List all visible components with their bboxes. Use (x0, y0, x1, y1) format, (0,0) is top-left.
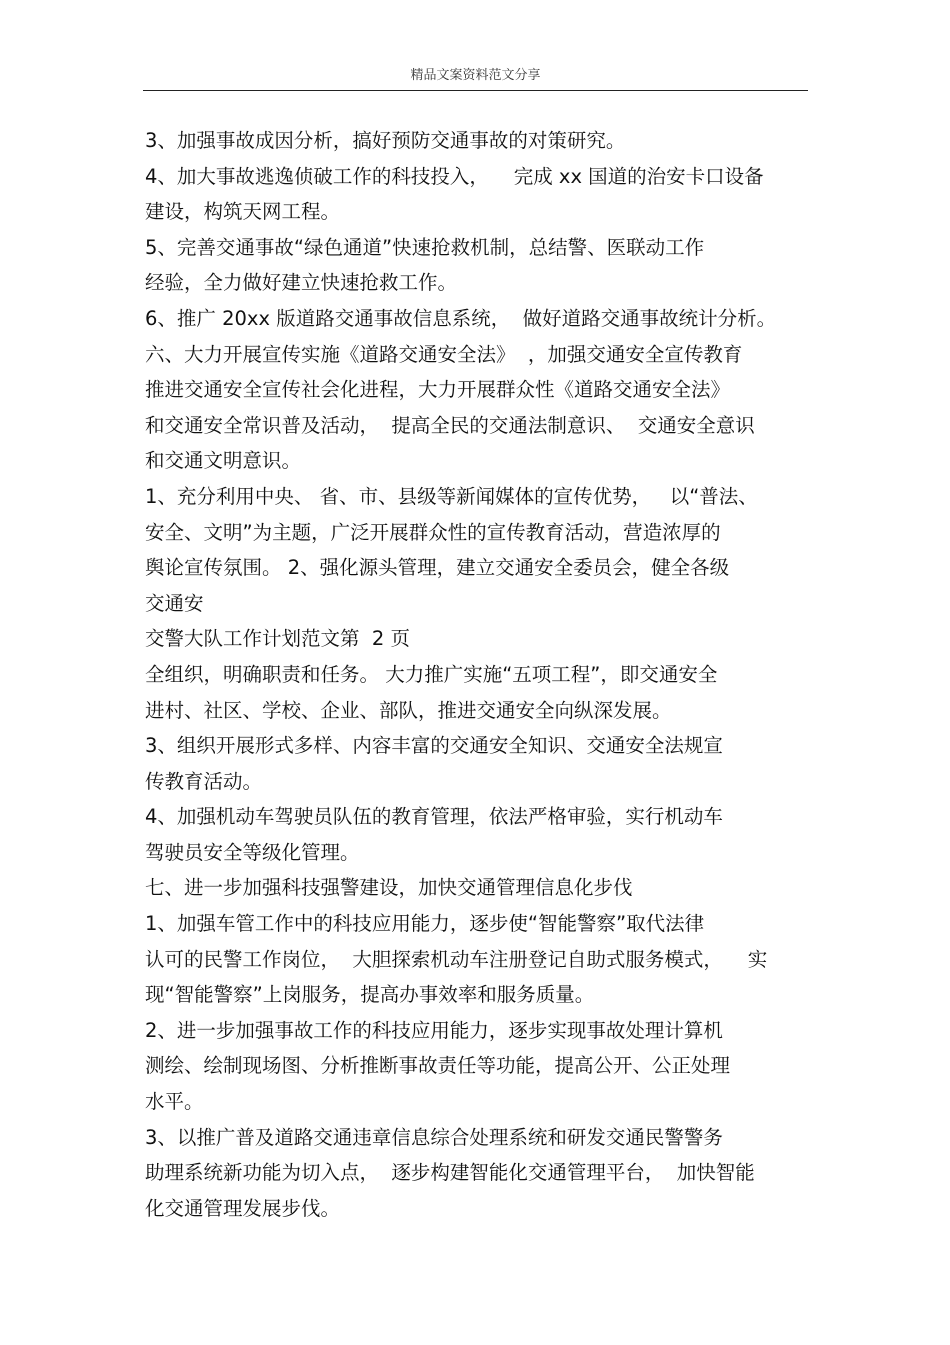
text-line: 和交通文明意识。 (145, 449, 302, 473)
text-line: 传教育活动。 (145, 769, 263, 793)
text-line: 六、大力开展宣传实施《道路交通安全法》 ，加强交通安全宣传教育 (145, 342, 743, 366)
text-line: 交通安 (145, 591, 204, 615)
text-line: 5、完善交通事故“绿色通道”快速抢救机制，总结警、医联动工作 (145, 235, 705, 259)
text-line: 助理系统新功能为切入点， 逐步构建智能化交通管理平台， 加快智能 (145, 1161, 755, 1185)
header-divider (143, 90, 808, 91)
text-line: 舆论宣传氛围。 2、强化源头管理，建立交通安全委员会，健全各级 (145, 556, 730, 580)
text-line: 4、加强机动车驾驶员队伍的教育管理，依法严格审验，实行机动车 (145, 805, 723, 829)
text-line: 经验，全力做好建立快速抢救工作。 (145, 271, 458, 295)
text-line: 建设，构筑天网工程。 (145, 200, 341, 224)
text-line: 4、加大事故逃逸侦破工作的科技投入， 完成 xx 国道的治安卡口设备 (145, 164, 764, 188)
document-body (145, 123, 815, 1226)
page-footer: 交警大队工作计划范文第 2 页 (145, 627, 411, 651)
text-line: 安全、文明”为主题，广泛开展群众性的宣传教育活动，营造浓厚的 (145, 520, 721, 544)
text-line: 1、充分利用中央、 省、市、县级等新闻媒体的宣传优势， 以“普法、 (145, 484, 758, 508)
text-line: 推进交通安全宣传社会化进程，大力开展群众性《道路交通安全法》 (145, 378, 731, 402)
text-line: 1、加强车管工作中的科技应用能力，逐步使“智能警察”取代法律 (145, 912, 705, 936)
text-line: 测绘、绘制现场图、分析推断事故责任等功能，提高公开、公正处理 (145, 1054, 731, 1078)
text-line: 3、加强事故成因分析，搞好预防交通事故的对策研究。 (145, 129, 626, 152)
text-line: 驾驶员安全等级化管理。 (145, 840, 360, 864)
text-line: 认可的民警工作岗位， 大胆探索机动车注册登记自助式服务模式， 实 (145, 947, 768, 971)
text-line: 水平。 (145, 1090, 204, 1114)
text-line: 全组织，明确职责和任务。 大力推广实施“五项工程”，即交通安全 (145, 662, 718, 686)
page-header: 精品文案资料范文分享 (410, 68, 541, 83)
text-line: 现“智能警察”上岗服务，提高办事效率和服务质量。 (145, 983, 595, 1007)
text-line: 2、进一步加强事故工作的科技应用能力，逐步实现事故处理计算机 (145, 1018, 723, 1042)
text-line: 6、推广 20xx 版道路交通事故信息系统， 做好道路交通事故统计分析。 (145, 306, 777, 330)
section-heading: 七、进一步加强科技强警建设，加快交通管理信息化步伐 (145, 876, 633, 900)
text-line: 3、以推广普及道路交通违章信息综合处理系统和研发交通民警警务 (145, 1125, 723, 1149)
text-line: 化交通管理发展步伐。 (145, 1196, 341, 1220)
text-line: 进村、社区、学校、企业、部队，推进交通安全向纵深发展。 (145, 698, 672, 722)
text-line: 3、组织开展形式多样、内容丰富的交通安全知识、交通安全法规宣 (145, 734, 723, 758)
text-line: 和交通安全常识普及活动， 提高全民的交通法制意识、 交通安全意识 (145, 413, 755, 437)
